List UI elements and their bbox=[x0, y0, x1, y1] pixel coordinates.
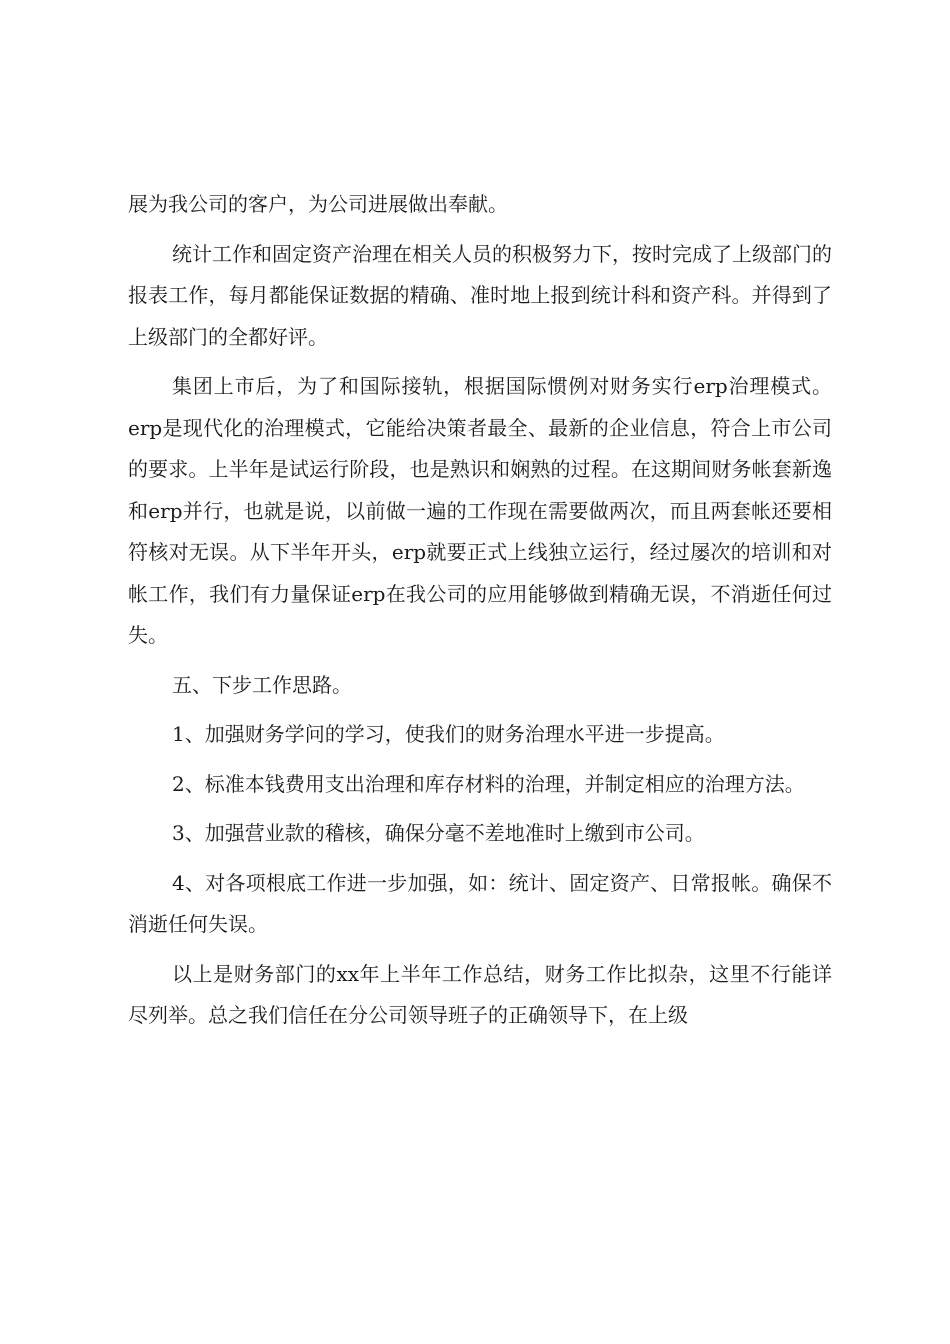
list-item-1: 1、加强财务学问的学习，使我们的财务治理水平进一步提高。 bbox=[172, 722, 725, 746]
paragraph-summary: 以上是财务部门的xx年上半年工作总结，财务工作比拟杂，这里不行能详尽列举。总之我们信任在分公司领导班子的正确领导下，在上级 bbox=[128, 961, 832, 1027]
paragraph-erp: 集团上市后，为了和国际接轨，根据国际惯例对财务实行erp治理模式。erp是现代化的治理模式，它能给决策者最全、最新的企业信息，符合上市公司的要求。上半年是试运行阶段，也是熟识和娴熟的过程。在这期间财务帐套新逸和erp并行，也就是说，以前做一遍的工作现在需要做两次，而且两套帐还要相符核对无误。从下半年开头，erp就要正式上线独立运行，经过屡次的培训和对帐工作，我们有力量保证erp在我公司的应用能够做到精确无误，不消逝任何过失。 bbox=[128, 374, 832, 647]
list-item-3: 3、加强营业款的稽核，确保分毫不差地准时上缴到市公司。 bbox=[172, 821, 705, 845]
list-item-4: 4、对各项根底工作进一步加强，如：统计、固定资产、日常报帐。确保不消逝任何失误。 bbox=[128, 870, 832, 936]
paragraph-statistics: 统计工作和固定资产治理在相关人员的积极努力下，按时完成了上级部门的报表工作，每月都能保证数据的精确、准时地上报到统计科和资产科。并得到了上级部门的全都好评。 bbox=[128, 241, 832, 349]
list-item-2: 2、标准本钱费用支出治理和库存材料的治理，并制定相应的治理方法。 bbox=[172, 771, 805, 796]
document-body bbox=[128, 184, 832, 1045]
section-heading-next-steps: 五、下步工作思路。 bbox=[172, 672, 352, 697]
paragraph-continuation: 展为我公司的客户，为公司进展做出奉献。 bbox=[128, 192, 508, 216]
